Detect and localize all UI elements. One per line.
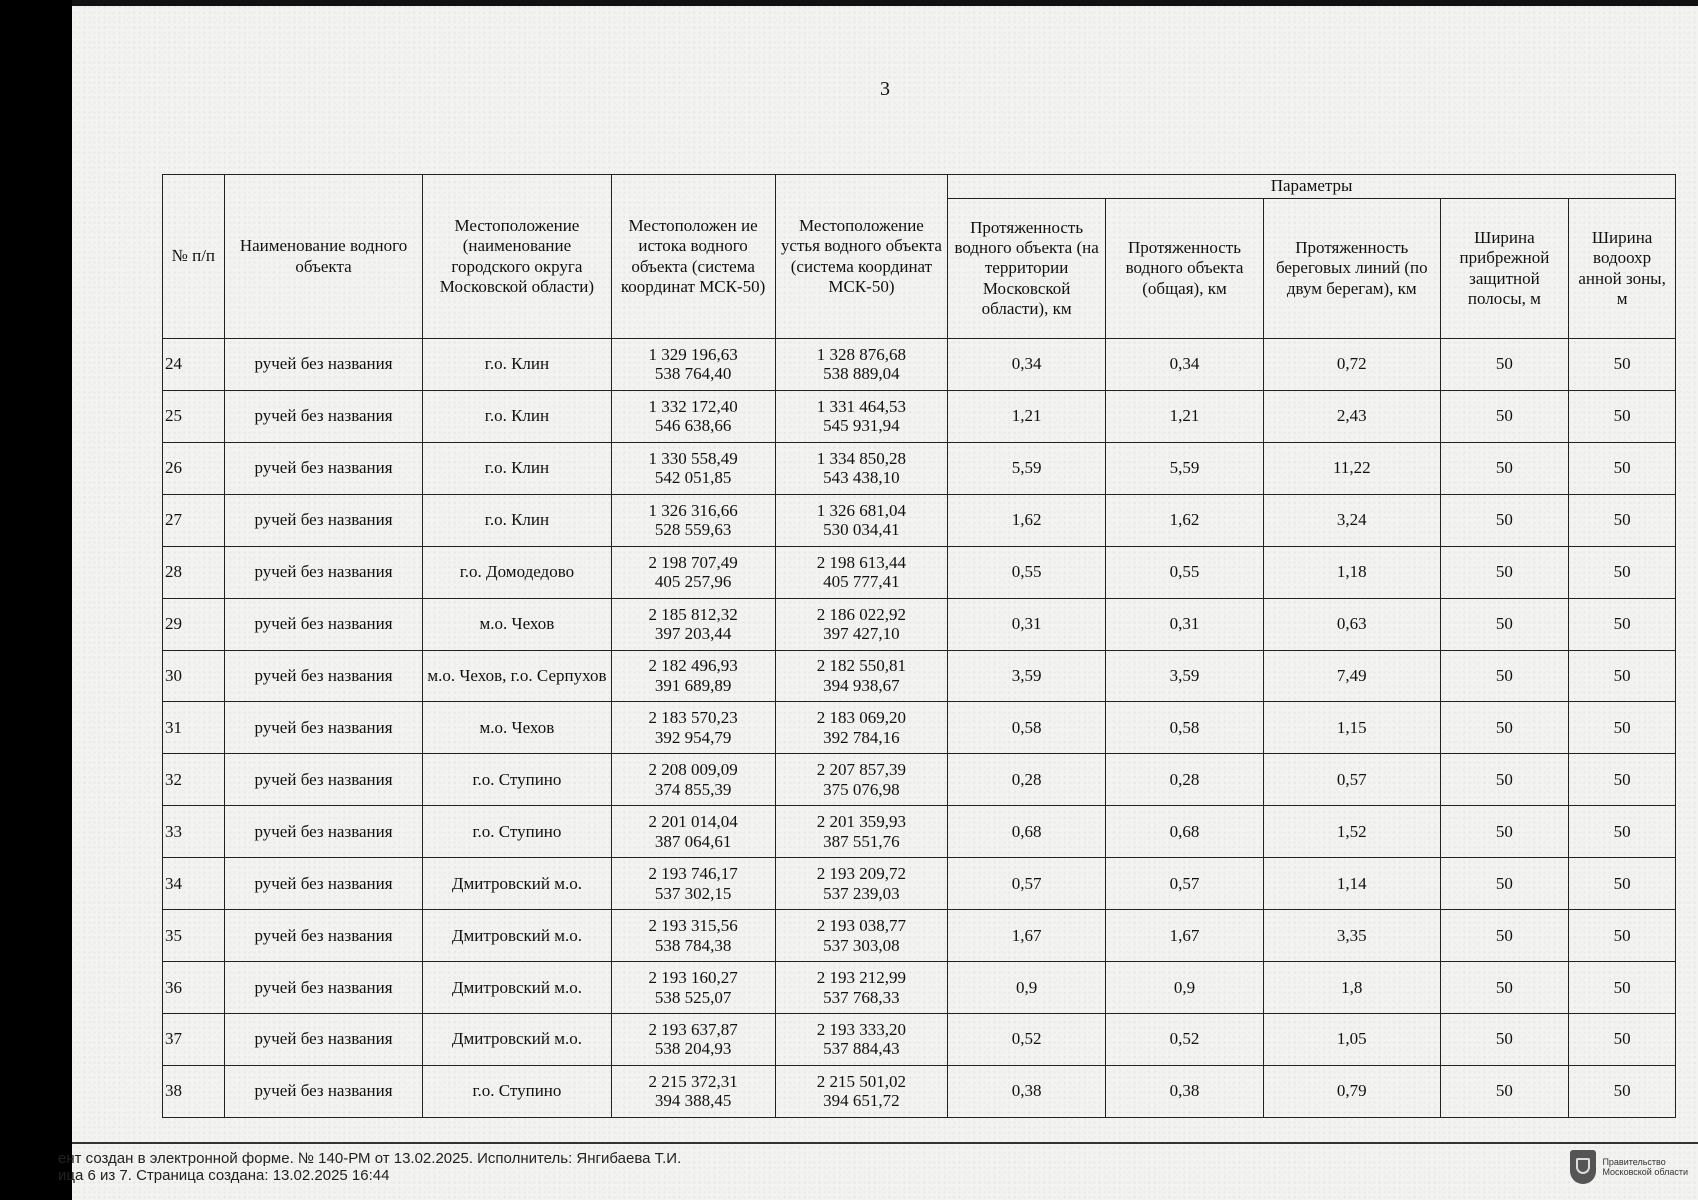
row-buffer-strip: 50 [1440,494,1569,546]
row-mouth-coords [775,806,948,858]
logo-line-2: Московской области [1602,1167,1688,1177]
row-length-region: 3,59 [948,650,1106,702]
table-body [163,339,1676,1118]
row-mouth-coords-line: 2 193 333,20 [816,1019,907,1039]
row-length-region: 1,21 [948,390,1106,442]
row-buffer-strip: 50 [1440,1013,1569,1065]
row-name: ручей без названия [224,598,423,650]
row-buffer-strip: 50 [1440,1065,1569,1117]
row-mouth-coords-line: 545 931,94 [823,416,900,436]
row-mouth-coords-line: 2 186 022,92 [816,604,907,624]
row-number: 35 [163,910,225,962]
page-number: 3 [880,78,890,100]
row-buffer-strip: 50 [1440,598,1569,650]
row-mouth-coords-line: 387 551,76 [823,831,900,851]
row-mouth-coords-line: 1 331 464,53 [816,396,907,416]
row-length-total: 1,21 [1106,390,1264,442]
row-source-coords-line: 394 388,45 [654,1091,732,1111]
row-location: Дмитровский м.о. [423,910,611,962]
table-row [163,858,1676,910]
row-source-coords-line: 538 204,93 [654,1039,732,1059]
row-source-coords [611,442,775,494]
header-num: № п/п [163,175,225,339]
table-row [163,650,1676,702]
row-mouth-coords-line: 2 193 209,72 [816,864,907,884]
row-source-coords-line: 387 064,61 [654,831,732,851]
row-length-total: 0,58 [1106,702,1264,754]
row-mouth-coords [775,390,948,442]
row-source-coords [611,910,775,962]
row-buffer-strip: 50 [1440,702,1569,754]
scan-edge [72,0,1698,6]
row-mouth-coords-line: 2 193 212,99 [816,967,907,987]
footer-stamp [58,1150,681,1184]
row-source-coords [611,650,775,702]
row-shoreline: 1,14 [1263,858,1440,910]
row-mouth-coords-line: 2 182 550,81 [816,656,907,676]
row-buffer-strip: 50 [1440,910,1569,962]
row-protection-zone: 50 [1569,858,1676,910]
footer-divider [72,1142,1698,1144]
table-row [163,806,1676,858]
row-length-total: 0,68 [1106,806,1264,858]
row-shoreline: 1,05 [1263,1013,1440,1065]
row-length-total: 0,9 [1106,962,1264,1014]
header-shoreline: Протяженность береговых линий (по двум берегам), км [1263,199,1440,339]
row-source-coords-line: 2 201 014,04 [648,812,738,832]
row-mouth-coords [775,1013,948,1065]
row-source-coords [611,702,775,754]
row-name: ручей без названия [224,702,423,754]
row-source-coords-line: 546 638,66 [654,416,732,436]
row-location: Дмитровский м.о. [423,962,611,1014]
row-mouth-coords-line: 537 768,33 [823,987,900,1007]
row-length-total: 0,31 [1106,598,1264,650]
row-name: ручей без названия [224,442,423,494]
header-protection-zone: Ширина водоохр анной зоны, м [1569,199,1676,339]
row-mouth-coords [775,858,948,910]
row-mouth-coords-line: 2 207 857,39 [816,760,907,780]
row-length-region: 5,59 [948,442,1106,494]
row-buffer-strip: 50 [1440,546,1569,598]
row-number: 33 [163,806,225,858]
row-source-coords-line: 538 764,40 [654,364,732,384]
row-name: ручей без названия [224,339,423,391]
row-source-coords-line: 374 855,39 [654,779,732,799]
row-mouth-coords-line: 537 239,03 [823,883,900,903]
row-number: 36 [163,962,225,1014]
row-buffer-strip: 50 [1440,442,1569,494]
row-source-coords [611,962,775,1014]
row-protection-zone: 50 [1569,1013,1676,1065]
table-row [163,546,1676,598]
row-shoreline: 3,24 [1263,494,1440,546]
row-length-region: 0,34 [948,339,1106,391]
row-source-coords-line: 1 326 316,66 [648,500,738,520]
row-shoreline: 1,18 [1263,546,1440,598]
row-mouth-coords [775,702,948,754]
row-source-coords-line: 2 183 570,23 [648,708,738,728]
row-number: 25 [163,390,225,442]
row-name: ручей без названия [224,806,423,858]
table-row [163,1065,1676,1117]
row-buffer-strip: 50 [1440,806,1569,858]
row-mouth-coords-line: 375 076,98 [823,779,900,799]
logo-text [1602,1157,1688,1177]
row-source-coords [611,546,775,598]
row-buffer-strip: 50 [1440,390,1569,442]
row-shoreline: 1,8 [1263,962,1440,1014]
row-location: м.о. Чехов [423,702,611,754]
row-source-coords-line: 528 559,63 [654,520,732,540]
row-length-total: 0,57 [1106,858,1264,910]
row-shoreline: 0,79 [1263,1065,1440,1117]
header-name: Наименование водного объекта [224,175,423,339]
row-location: г.о. Клин [423,442,611,494]
row-number: 26 [163,442,225,494]
row-source-coords-line: 392 954,79 [654,727,732,747]
row-source-coords-line: 1 330 558,49 [648,448,738,468]
table-row [163,390,1676,442]
row-mouth-coords-line: 2 198 613,44 [816,552,907,572]
row-source-coords-line: 537 302,15 [654,883,732,903]
government-logo [1570,1150,1688,1184]
row-source-coords-line: 542 051,85 [654,468,732,488]
row-location: м.о. Чехов, г.о. Серпухов [423,650,611,702]
row-source-coords-line: 2 193 315,56 [648,916,738,936]
row-location: м.о. Чехов [423,598,611,650]
row-mouth-coords-line: 1 326 681,04 [816,500,907,520]
row-source-coords-line: 2 193 160,27 [648,967,738,987]
row-source-coords [611,1013,775,1065]
row-mouth-coords [775,1065,948,1117]
footer-line-1: ент создан в электронной форме. № 140-РМ от 13.02.2025. Исполнитель: Янгибаева Т.И. [58,1150,682,1167]
table-row [163,442,1676,494]
row-protection-zone: 50 [1569,702,1676,754]
row-number: 32 [163,754,225,806]
row-source-coords [611,1065,775,1117]
row-mouth-coords-line: 1 334 850,28 [816,448,907,468]
row-source-coords-line: 538 784,38 [654,935,732,955]
row-protection-zone: 50 [1569,1065,1676,1117]
row-number: 37 [163,1013,225,1065]
row-number: 38 [163,1065,225,1117]
row-name: ручей без названия [224,754,423,806]
header-params-group: Параметры [948,175,1676,199]
header-length-region: Протяженность водного объекта (на территории Московской области), км [948,199,1106,339]
document-page [58,0,1698,1200]
row-mouth-coords [775,754,948,806]
row-protection-zone: 50 [1569,598,1676,650]
water-objects-table [162,174,1676,1118]
row-length-region: 0,58 [948,702,1106,754]
table-row [163,754,1676,806]
row-name: ручей без названия [224,1065,423,1117]
row-name: ручей без названия [224,650,423,702]
row-length-total: 0,55 [1106,546,1264,598]
row-source-coords-line: 2 208 009,09 [648,760,738,780]
header-location: Местоположение (наименование городского округа Московской области) [423,175,611,339]
row-shoreline: 11,22 [1263,442,1440,494]
row-source-coords [611,754,775,806]
row-length-total: 5,59 [1106,442,1264,494]
row-mouth-coords [775,339,948,391]
footer-line-2: ица 6 из 7. Страница создана: 13.02.2025 16:44 [58,1167,390,1184]
row-source-coords-line: 391 689,89 [654,675,732,695]
row-number: 34 [163,858,225,910]
row-shoreline: 3,35 [1263,910,1440,962]
row-location: г.о. Клин [423,390,611,442]
row-length-total: 0,28 [1106,754,1264,806]
row-mouth-coords-line: 2 201 359,93 [816,812,907,832]
row-source-coords-line: 2 215 372,31 [648,1071,738,1091]
header-source: Местоположен ие истока водного объекта (система координат МСК-50) [611,175,775,339]
row-mouth-coords-line: 397 427,10 [823,624,900,644]
row-protection-zone: 50 [1569,546,1676,598]
row-shoreline: 2,43 [1263,390,1440,442]
row-protection-zone: 50 [1569,754,1676,806]
row-length-total: 0,34 [1106,339,1264,391]
row-protection-zone: 50 [1569,339,1676,391]
row-name: ручей без названия [224,494,423,546]
row-protection-zone: 50 [1569,910,1676,962]
row-location: г.о. Ступино [423,806,611,858]
row-length-region: 0,31 [948,598,1106,650]
row-location: г.о. Клин [423,494,611,546]
row-mouth-coords [775,546,948,598]
row-mouth-coords-line: 530 034,41 [823,520,900,540]
row-source-coords [611,339,775,391]
row-length-region: 1,67 [948,910,1106,962]
row-shoreline: 0,57 [1263,754,1440,806]
row-shoreline: 0,72 [1263,339,1440,391]
table-row [163,702,1676,754]
row-source-coords-line: 2 193 746,17 [648,864,738,884]
header-mouth: Местоположение устья водного объекта (система координат МСК-50) [775,175,948,339]
row-buffer-strip: 50 [1440,962,1569,1014]
row-mouth-coords [775,442,948,494]
row-location: г.о. Клин [423,339,611,391]
table-row [163,598,1676,650]
row-length-region: 0,28 [948,754,1106,806]
row-shoreline: 0,63 [1263,598,1440,650]
row-mouth-coords [775,910,948,962]
row-source-coords-line: 538 525,07 [654,987,732,1007]
row-mouth-coords-line: 543 438,10 [823,468,900,488]
row-length-total: 1,62 [1106,494,1264,546]
row-number: 24 [163,339,225,391]
table-row [163,494,1676,546]
row-number: 30 [163,650,225,702]
row-mouth-coords-line: 405 777,41 [823,572,900,592]
row-location: Дмитровский м.о. [423,1013,611,1065]
row-protection-zone: 50 [1569,650,1676,702]
row-name: ручей без названия [224,390,423,442]
coat-of-arms-icon [1570,1150,1596,1184]
row-mouth-coords-line: 394 651,72 [823,1091,900,1111]
row-number: 29 [163,598,225,650]
table-row [163,1013,1676,1065]
table-row [163,962,1676,1014]
row-name: ручей без названия [224,910,423,962]
row-protection-zone: 50 [1569,390,1676,442]
row-length-total: 0,38 [1106,1065,1264,1117]
row-name: ручей без названия [224,962,423,1014]
row-source-coords [611,598,775,650]
row-shoreline: 1,52 [1263,806,1440,858]
row-mouth-coords-line: 538 889,04 [823,364,900,384]
row-length-total: 1,67 [1106,910,1264,962]
row-mouth-coords [775,598,948,650]
row-protection-zone: 50 [1569,806,1676,858]
row-number: 28 [163,546,225,598]
row-protection-zone: 50 [1569,962,1676,1014]
row-protection-zone: 50 [1569,442,1676,494]
row-length-region: 0,52 [948,1013,1106,1065]
row-buffer-strip: 50 [1440,650,1569,702]
row-source-coords-line: 397 203,44 [654,624,732,644]
row-source-coords-line: 1 329 196,63 [648,344,738,364]
row-source-coords-line: 405 257,96 [654,572,732,592]
row-buffer-strip: 50 [1440,754,1569,806]
row-buffer-strip: 50 [1440,858,1569,910]
row-mouth-coords-line: 1 328 876,68 [816,344,907,364]
row-protection-zone: 50 [1569,494,1676,546]
row-source-coords-line: 1 332 172,40 [648,396,738,416]
row-number: 27 [163,494,225,546]
row-source-coords-line: 2 182 496,93 [648,656,738,676]
row-length-total: 3,59 [1106,650,1264,702]
row-name: ручей без названия [224,546,423,598]
row-mouth-coords-line: 2 215 501,02 [816,1071,907,1091]
row-length-region: 0,57 [948,858,1106,910]
row-length-region: 0,55 [948,546,1106,598]
row-name: ручей без названия [224,1013,423,1065]
row-mouth-coords-line: 537 303,08 [823,935,900,955]
row-mouth-coords-line: 537 884,43 [823,1039,900,1059]
row-mouth-coords [775,962,948,1014]
row-length-region: 0,38 [948,1065,1106,1117]
row-location: г.о. Ступино [423,754,611,806]
row-mouth-coords-line: 394 938,67 [823,675,900,695]
row-shoreline: 7,49 [1263,650,1440,702]
table-row [163,339,1676,391]
row-shoreline: 1,15 [1263,702,1440,754]
row-mouth-coords-line: 392 784,16 [823,727,900,747]
row-mouth-coords [775,494,948,546]
row-source-coords [611,806,775,858]
row-length-region: 0,68 [948,806,1106,858]
logo-line-1: Правительство [1602,1157,1666,1167]
row-mouth-coords-line: 2 183 069,20 [816,708,907,728]
header-length-total: Протяженность водного объекта (общая), км [1106,199,1264,339]
row-name: ручей без названия [224,858,423,910]
row-number: 31 [163,702,225,754]
row-mouth-coords-line: 2 193 038,77 [816,916,907,936]
row-location: г.о. Домодедово [423,546,611,598]
row-length-region: 0,9 [948,962,1106,1014]
header-buffer-strip: Ширина прибрежной защитной полосы, м [1440,199,1569,339]
row-source-coords [611,390,775,442]
row-location: г.о. Ступино [423,1065,611,1117]
table-row [163,910,1676,962]
row-mouth-coords [775,650,948,702]
row-source-coords-line: 2 198 707,49 [648,552,738,572]
row-source-coords-line: 2 193 637,87 [648,1019,738,1039]
row-buffer-strip: 50 [1440,339,1569,391]
row-source-coords [611,858,775,910]
row-location: Дмитровский м.о. [423,858,611,910]
row-source-coords-line: 2 185 812,32 [648,604,738,624]
row-source-coords [611,494,775,546]
row-length-region: 1,62 [948,494,1106,546]
row-length-total: 0,52 [1106,1013,1264,1065]
